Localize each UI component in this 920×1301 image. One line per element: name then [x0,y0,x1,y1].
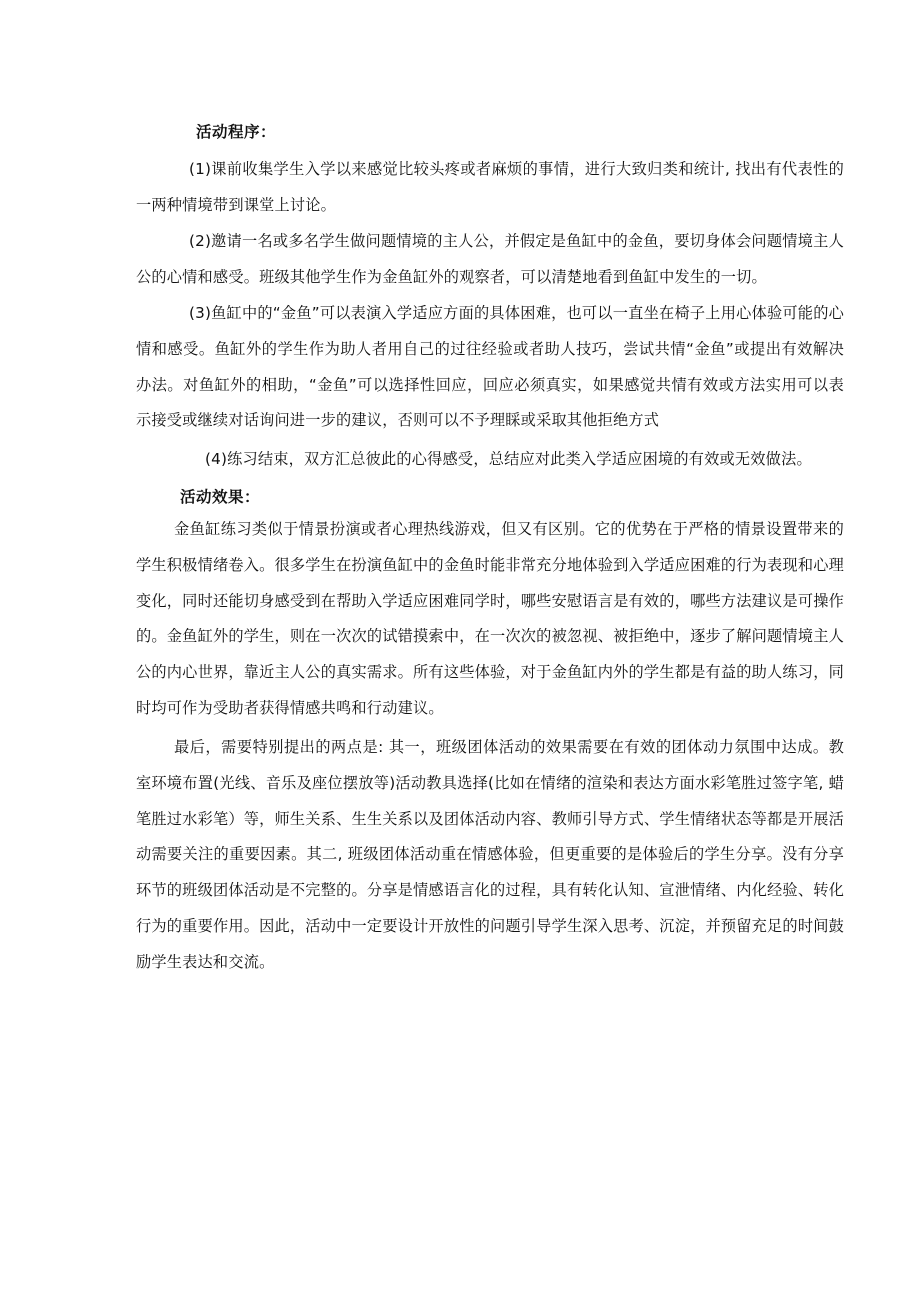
procedure-step-3: (3)鱼缸中的“金鱼”可以表演入学适应方面的具体困难，也可以一直坐在椅子上用心体验可能的心情和感受。鱼缸外的学生作为助人者用自己的过往经验或者助人技巧，尝试共情“金鱼”或提出有效解决办法。对鱼缸外的相助，“金鱼”可以选择性回应，回应必须真实，如果感觉共情有效或方法实用可以表示接受或继续对话询问进一步的建议，否则可以不予理睬或采取其他拒绝方式 [136,304,844,430]
procedure-step-4: (4)练习结束，双方汇总彼此的心得感受，总结应对此类入学适应困境的有效或无效做法。 [205,450,812,468]
effect-paragraph-2: 最后，需要特别提出的两点是: 其一，班级团体活动的效果需要在有效的团体动力氛围中达成。教室环境布置(光线、音乐及座位摆放等)活动教具选择(比如在情绪的渲染和表达方面水彩笔胜过签字笔, 蜡笔胜过水彩笔）等，师生关系、生生关系以及团体活动内容、教师引导方式、学生情绪状态等都是开展活动需要关注的重要因素。其二, 班级团体活动重在情感体验，但更重要的是体验后的学生分享。没有分享环节的班级团体活动是不完整的。分享是情感语言化的过程，具有转化认知、宣泄情绪、内化经验、转化行为的重要作用。因此，活动中一定要设计开放性的问题引导学生深入思考、沉淀，并预留充足的时间鼓励学生表达和交流。 [136,738,844,971]
procedure-step-2: (2)邀请一名或多名学生做问题情境的主人公，并假定是鱼缸中的金鱼，要切身体会问题情境主人公的心情和感受。班级其他学生作为金鱼缸外的观察者，可以清楚地看到鱼缸中发生的一切。 [136,232,844,286]
effect-paragraph-1: 金鱼缸练习类似于情景扮演或者心理热线游戏，但又有区别。它的优势在于严格的情景设置带来的学生积极情绪卷入。很多学生在扮演鱼缸中的金鱼时能非常充分地体验到入学适应困难的行为表现和心理变化，同时还能切身感受到在帮助入学适应困难同学时，哪些安慰语言是有效的，哪些方法建议是可操作的。金鱼缸外的学生，则在一次次的试错摸索中，在一次次的被忽视、被拒绝中，逐步了解问题情境主人公的内心世界，靠近主人公的真实需求。所有这些体验，对于金鱼缸内外的学生都是有益的助人练习，同时均可作为受助者获得情感共鸣和行动建议。 [136,520,844,717]
procedure-step-1: (1)课前收集学生入学以来感觉比较头疼或者麻烦的事情，进行大致归类和统计, 找出有代表性的一两种情境带到课堂上讨论。 [136,160,844,214]
effect-heading: 活动效果： [180,488,261,506]
procedure-heading: 活动程序： [196,123,277,141]
